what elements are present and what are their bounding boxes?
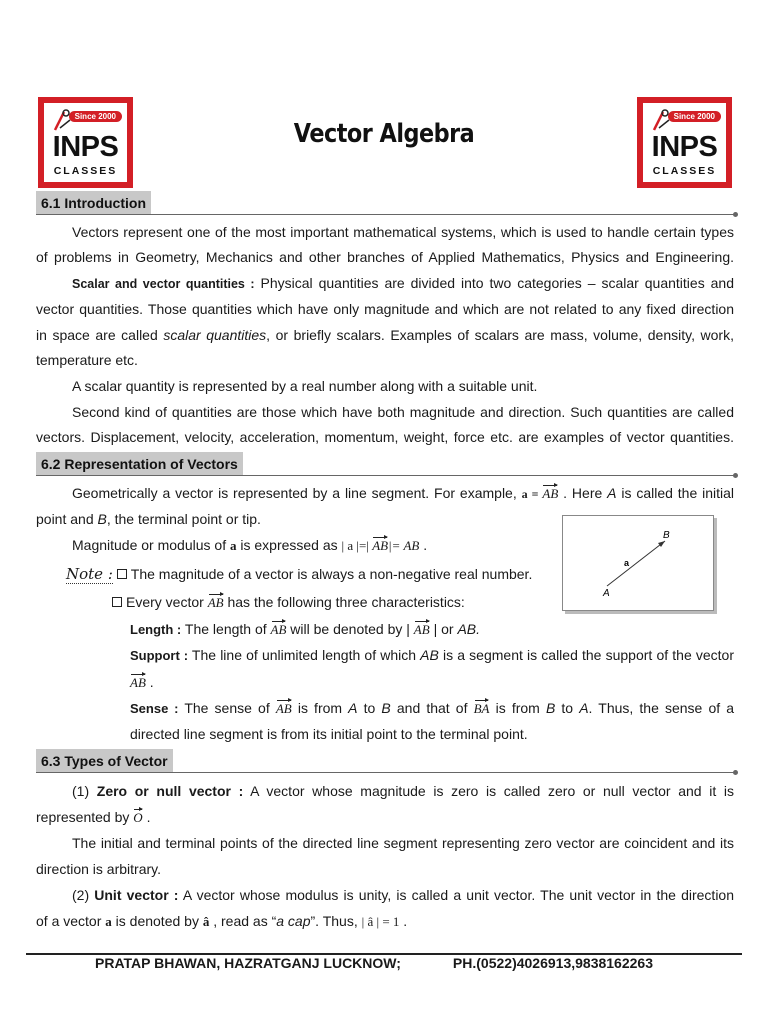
paragraph-line: directed line segment is from its initial point to the terminal point.: [130, 726, 528, 742]
paragraph-line: Magnitude or modulus of a is expressed as | a |=| AB|= AB .: [72, 537, 428, 553]
checkbox-bullet-icon: [117, 569, 127, 579]
note-line: Note : The magnitude of a vector is always a non-negative real number.: [66, 565, 533, 583]
paragraph-line: point and B, the terminal point or tip.: [36, 511, 261, 527]
paragraph-line: A scalar quantity is represented by a real number along with a suitable unit.: [72, 378, 538, 394]
paragraph-line: in space are called scalar quantities, or briefly scalars. Examples of scalars are mass, volume, density, work,: [36, 327, 734, 343]
paragraph-line: represented by O .: [36, 809, 151, 825]
paragraph-line: Geometrically a vector is represented by a line segment. For example, a = AB . Here A is called the initial: [72, 485, 735, 501]
figure-label-b-point: B: [663, 530, 670, 541]
paragraph-line: The initial and terminal points of the directed line segment representing zero vector are coincident and its: [72, 835, 734, 851]
figure-label-vector: a: [624, 558, 630, 568]
section-rule: [36, 772, 736, 773]
note-line: Every vector AB has the following three characteristics:: [112, 594, 612, 611]
logo-classes: CLASSES: [652, 165, 717, 177]
vector-figure: [562, 515, 714, 611]
footer-address: PRATAP BHAWAN, HAZRATGANJ LUCKNOW;: [95, 955, 401, 971]
paragraph-line: Second kind of quantities are those which have both magnitude and direction. Such quantities are called: [72, 404, 734, 420]
characteristic-length: Length : The length of AB will be denoted by | AB | or AB.: [130, 621, 481, 637]
vector-arrow-diagram: [563, 516, 713, 610]
note-label: Note :: [66, 565, 113, 583]
footer: [95, 955, 653, 971]
figure-label-a-point: A: [603, 588, 610, 599]
paragraph-line: of a vector a is denoted by â , read as “a cap”. Thus, | â | = 1 .: [36, 913, 408, 929]
page-title: Vector Algebra: [293, 119, 475, 149]
checkbox-bullet-icon: [112, 597, 122, 607]
section-heading-types: 6.3 Types of Vector: [36, 749, 173, 772]
paragraph-line: vectors. Displacement, velocity, acceleration, momentum, weight, force etc. are examples of vector quantities.: [36, 429, 734, 445]
term-label: Scalar and vector quantities :: [72, 277, 255, 291]
logo-brand: INPS: [651, 131, 718, 163]
paragraph-line: Scalar and vector quantities : Physical quantities are divided into two categories – scalar quantities and: [72, 275, 734, 291]
characteristic-support: Support : The line of unlimited length of which AB is a segment is called the support of the vector: [130, 647, 734, 663]
paragraph-line: AB .: [130, 674, 154, 690]
logo-classes: CLASSES: [53, 165, 118, 177]
section-rule: [36, 475, 736, 476]
logo-since-badge: Since 2000: [668, 111, 721, 122]
paragraph-line: (2) Unit vector : A vector whose modulus is unity, is called a unit vector. The unit vector in the direction: [72, 887, 734, 903]
logo-since-badge: Since 2000: [69, 111, 122, 122]
paragraph-line: Vectors represent one of the most important mathematical systems, which is used to handle certain types: [72, 224, 734, 240]
paragraph-line: vector quantities. Those quantities which have only magnitude and which are not related to any fixed direction: [36, 301, 734, 317]
section-heading-introduction: 6.1 Introduction: [36, 191, 151, 214]
section-heading-representation: 6.2 Representation of Vectors: [36, 452, 243, 475]
paragraph-line: (1) Zero or null vector : A vector whose magnitude is zero is called zero or null vector and it is: [72, 783, 734, 799]
paragraph-line: temperature etc.: [36, 352, 138, 368]
footer-phone: PH.(0522)4026913,9838162263: [452, 955, 653, 971]
logo-brand: INPS: [52, 131, 119, 163]
section-rule: [36, 214, 736, 215]
paragraph-line: direction is arbitrary.: [36, 861, 162, 877]
paragraph-line: of problems in Geometry, Mechanics and other branches of Applied Mathematics, Physics and Engineering.: [36, 249, 734, 265]
characteristic-sense: Sense : The sense of AB is from A to B and that of BA is from B to A. Thus, the sense of a: [130, 700, 735, 716]
